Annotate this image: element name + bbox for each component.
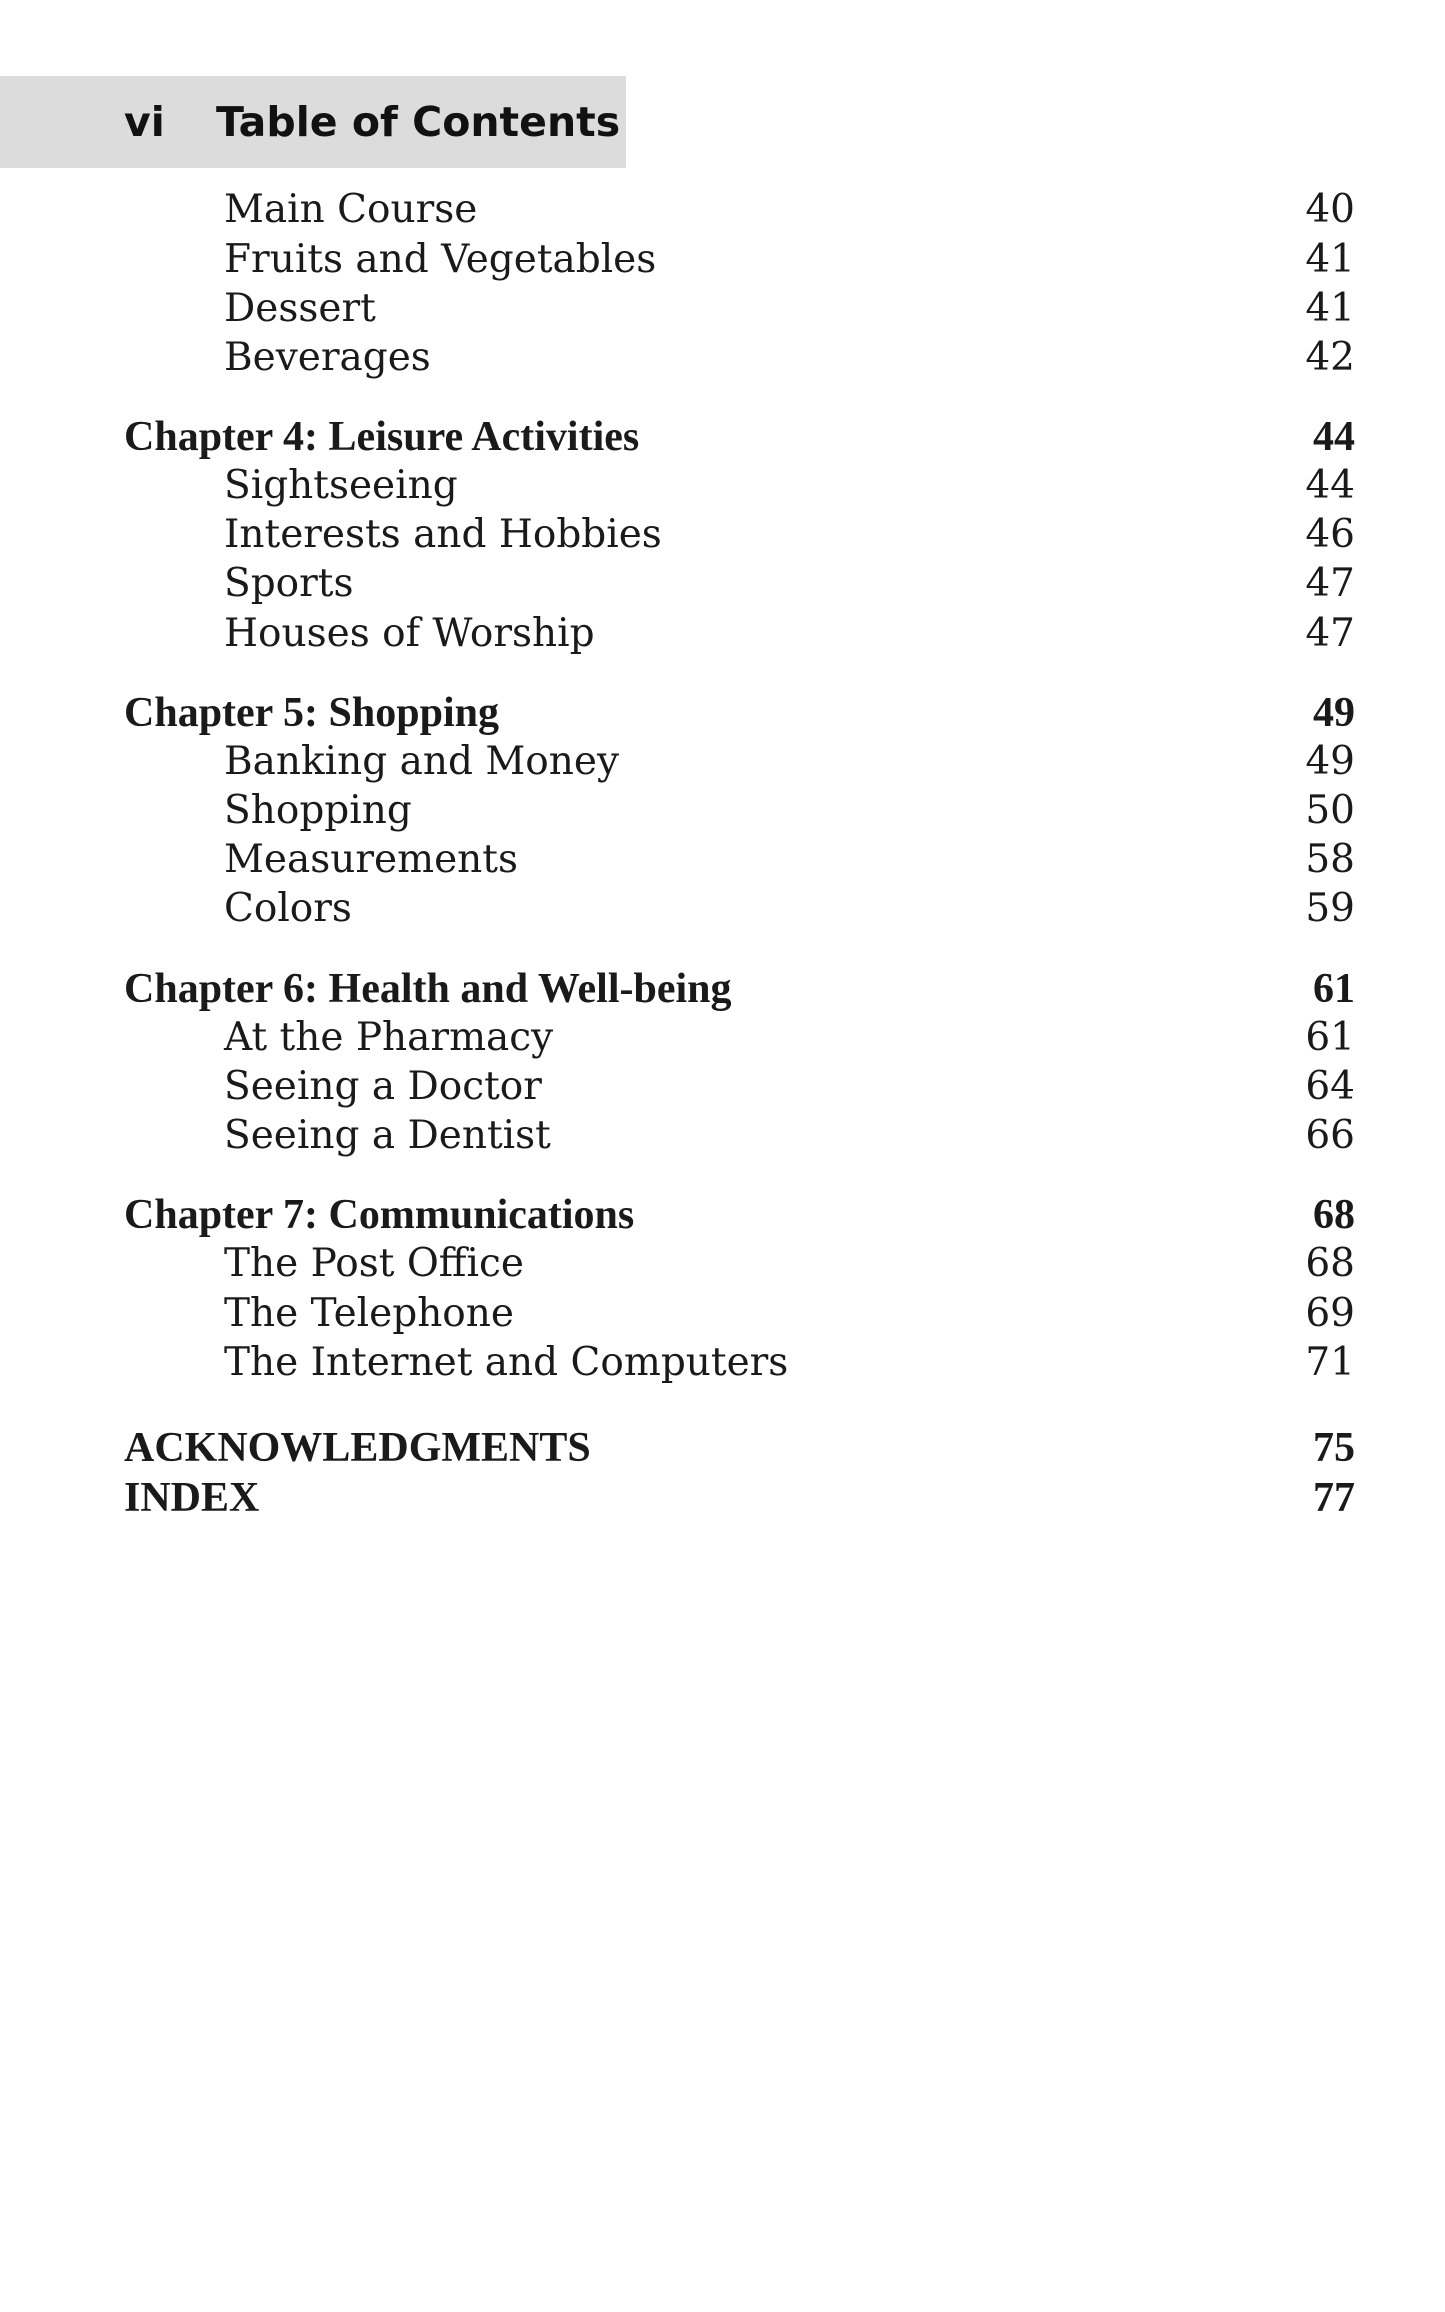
- toc-entry-title: Colors: [224, 886, 352, 931]
- toc-chapter-entry: [0, 412, 1445, 462]
- toc-entry-title: Seeing a Doctor: [224, 1064, 542, 1109]
- toc-entry-page-number: 69: [1305, 1291, 1355, 1336]
- toc-entry-page-number: 75: [1313, 1425, 1355, 1471]
- toc-entry-title: Beverages: [224, 335, 431, 380]
- toc-subentry: [0, 333, 1445, 383]
- header-page-number: vi: [124, 98, 165, 146]
- toc-entry-page-number: 61: [1313, 966, 1355, 1012]
- toc-subentry: [0, 1062, 1445, 1112]
- toc-entry-title: Chapter 5: Shopping: [124, 690, 500, 736]
- toc-entry-page-number: 59: [1305, 886, 1355, 931]
- toc-subentry: [0, 185, 1445, 235]
- toc-entry-title: At the Pharmacy: [224, 1015, 554, 1060]
- toc-entry-title: The Internet and Computers: [224, 1340, 789, 1385]
- toc-entry-title: Interests and Hobbies: [224, 512, 662, 557]
- toc-subentry: [0, 884, 1445, 934]
- toc-entry-page-number: 71: [1305, 1340, 1355, 1385]
- toc-entry-title: Sightseeing: [224, 463, 458, 508]
- header-title: Table of Contents: [216, 98, 621, 146]
- toc-entry-title: The Telephone: [224, 1291, 514, 1336]
- toc-entry-page-number: 41: [1305, 237, 1355, 282]
- toc-subentry: [0, 461, 1445, 511]
- toc-subentry: [0, 786, 1445, 836]
- toc-entry-page-number: 41: [1305, 286, 1355, 331]
- toc-subentry: [0, 1289, 1445, 1339]
- toc-subentry: [0, 559, 1445, 609]
- toc-entry-page-number: 47: [1305, 561, 1355, 606]
- toc-entry-page-number: 44: [1305, 463, 1355, 508]
- toc-entry-page-number: 44: [1313, 414, 1355, 460]
- toc-entry-title: The Post Office: [224, 1241, 524, 1286]
- toc-entry-title: Chapter 7: Communications: [124, 1192, 635, 1238]
- toc-entry-page-number: 50: [1305, 788, 1355, 833]
- toc-chapter-entry: [0, 1190, 1445, 1240]
- toc-subentry: [0, 284, 1445, 334]
- toc-subentry: [0, 1013, 1445, 1063]
- toc-entry-page-number: 58: [1305, 837, 1355, 882]
- toc-subentry: [0, 1111, 1445, 1161]
- toc-entry-page-number: 40: [1305, 187, 1355, 232]
- toc-subentry: [0, 737, 1445, 787]
- toc-entry-page-number: 49: [1313, 690, 1355, 736]
- toc-entry-page-number: 42: [1305, 335, 1355, 380]
- toc-entry-page-number: 68: [1313, 1192, 1355, 1238]
- toc-entry-page-number: 68: [1305, 1241, 1355, 1286]
- toc-entry-title: Shopping: [224, 788, 412, 833]
- toc-subentry: [0, 1239, 1445, 1289]
- toc-entry-title: Houses of Worship: [224, 611, 595, 656]
- toc-entry-title: Main Course: [224, 187, 478, 232]
- toc-subentry: [0, 835, 1445, 885]
- toc-entry-title: Seeing a Dentist: [224, 1113, 551, 1158]
- toc-chapter-entry: [0, 688, 1445, 738]
- toc-entry-title: Chapter 6: Health and Well-being: [124, 966, 732, 1012]
- toc-entry-title: INDEX: [124, 1475, 260, 1521]
- toc-chapter-entry: [0, 964, 1445, 1014]
- toc-entry-title: ACKNOWLEDGMENTS: [124, 1425, 591, 1471]
- toc-major-entry: [0, 1423, 1445, 1473]
- toc-entry-page-number: 46: [1305, 512, 1355, 557]
- toc-entry-title: Measurements: [224, 837, 518, 882]
- toc-entry-page-number: 49: [1305, 739, 1355, 784]
- toc-entry-title: Sports: [224, 561, 354, 606]
- toc-subentry: [0, 609, 1445, 659]
- toc-entry-title: Banking and Money: [224, 739, 619, 784]
- toc-entry-page-number: 64: [1305, 1064, 1355, 1109]
- toc-entry-page-number: 47: [1305, 611, 1355, 656]
- toc-entry-title: Fruits and Vegetables: [224, 237, 657, 282]
- toc-entry-page-number: 77: [1313, 1475, 1355, 1521]
- toc-entry-title: Dessert: [224, 286, 376, 331]
- toc-subentry: [0, 510, 1445, 560]
- toc-subentry: [0, 1338, 1445, 1388]
- toc-entry-title: Chapter 4: Leisure Activities: [124, 414, 640, 460]
- toc-entry-page-number: 61: [1305, 1015, 1355, 1060]
- toc-major-entry: [0, 1473, 1445, 1523]
- toc-subentry: [0, 235, 1445, 285]
- toc-entry-page-number: 66: [1305, 1113, 1355, 1158]
